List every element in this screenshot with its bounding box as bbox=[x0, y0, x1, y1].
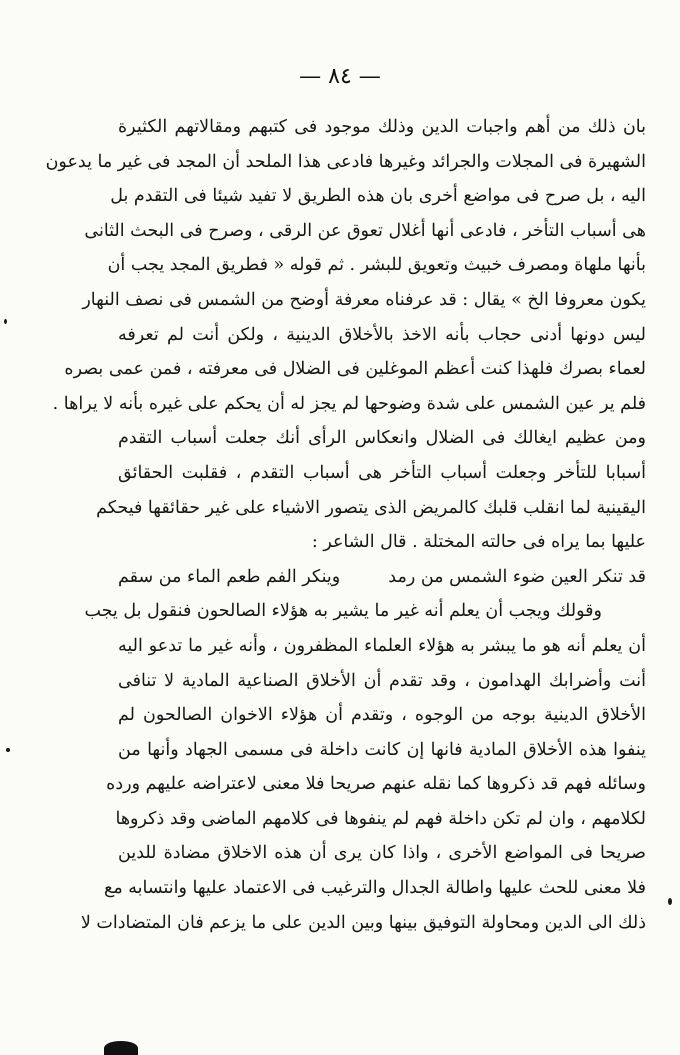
text-line: صريحا فى المواضع الأخرى ، واذا كان يرى أن هذه الاخلاق مضادة للدين bbox=[118, 843, 646, 864]
text-line: اليقينية لما انقلب قلبك كالمريض الذى يتصور الاشياء على غير حقائقها فيحكم bbox=[96, 497, 646, 518]
text-line: عليها بما يراه فى حالته المختلة . قال الشاعر : bbox=[311, 532, 646, 553]
text-line: هى أسباب التأخر ، فادعى أنها أغلال تعوق عن الرقى ، وصرح فى البحث الثانى bbox=[84, 220, 646, 241]
text-line: أنت وأضرابك الهدامون ، وقد تقدم أن الأخلاق الصناعية المادية لا تنافى bbox=[118, 670, 646, 691]
text-line: ذلك الى الدين ومحاولة التوفيق بينها وبين الدين على ما يزعم فان المتضادات لا bbox=[80, 912, 646, 933]
text-line: أن يعلم أنه هو ما يبشر به هؤلاء العلماء المظفرون ، وأنه غير ما تدعو اليه bbox=[118, 635, 646, 656]
text-line: بأنها ملهاة ومصرف خبيث وتعويق للبشر . ثم قوله « فطريق المجد يجب أن bbox=[107, 255, 646, 276]
scan-speck bbox=[668, 898, 672, 905]
text-line: لكلامهم ، وان لم تكن داخلة فهم لم ينفوها فى كلامهم الماضى وقد ذكروها bbox=[115, 808, 646, 829]
text-line: بان ذلك من أهم واجبات الدين وذلك موجود فى كتبهم ومقالاتهم الكثيرة bbox=[118, 117, 646, 137]
verse-first-hemistich: قد تنكر العين ضوء الشمس من رمد bbox=[388, 566, 646, 587]
text-line: لعماء بصرك فلهذا كنت أعظم الموغلين فى الضلال فى معرفته ، فمن عمى بصره bbox=[64, 359, 646, 380]
text-line: الشهيرة فى المجلات والجرائد وغيرها فادعى هذا الملحد أن المجد فى غير ما يدعون bbox=[45, 151, 646, 172]
text-line: اليه ، بل صرح فى مواضع أخرى بان هذه الطريق لا تفيد شيئا فى التقدم بل bbox=[110, 186, 646, 207]
page-number: — ٨٤ — bbox=[299, 64, 381, 89]
text-line: الأخلاق الدينية بوجه من الوجوه ، وتقدم أن هؤلاء الاخوان الصالحون لم bbox=[118, 705, 646, 726]
text-line: يكون معروفا الخ » يقال : قد عرفناه معرفة أوضح من الشمس فى نصف النهار bbox=[82, 289, 646, 310]
text-line: فلم ير عين الشمس على شدة وضوحها لم يجز له أن يحكم على غيره بأنه لا يراها . bbox=[52, 393, 646, 414]
text-line: ومن عظيم ايغالك فى الضلال وانعكاس الرأى أنك جعلت أسباب التقدم bbox=[118, 428, 646, 449]
scan-speck bbox=[6, 748, 10, 752]
text-line: ينفوا هذه الأخلاق المادية فانها إن كانت داخلة فى مسمى الجهاد وأنها من bbox=[118, 739, 646, 760]
text-line: وسائله فهم قد ذكروها كما نقله عنهم صريحا فلا معنى لاعتراضه عليهم ورده bbox=[106, 774, 646, 795]
body-text bbox=[45, 110, 646, 940]
ink-blot bbox=[104, 1041, 138, 1055]
text-line: فلا معنى للحث عليها واطالة الجدال والترغيب فى الاعتماد عليها وانتسابه مع bbox=[104, 878, 646, 899]
text-line: وقولك ويجب أن يعلم أنه غير ما يشير به هؤلاء الصالحون فنقول بل يجب bbox=[84, 601, 602, 622]
verse-second-hemistich: وينكر الفم طعم الماء من سقم bbox=[118, 566, 341, 587]
text-line: ليس دونها أدنى حجاب بأنه الاخذ بالأخلاق الدينية ، ولكن أنت لم تعرفه bbox=[118, 324, 646, 345]
poem-verse bbox=[118, 560, 646, 595]
text-line: أسبابا للتأخر وجعلت أسباب التأخر هى أسباب التقدم ، فقلبت الحقائق bbox=[118, 462, 646, 483]
scan-speck bbox=[4, 319, 7, 324]
